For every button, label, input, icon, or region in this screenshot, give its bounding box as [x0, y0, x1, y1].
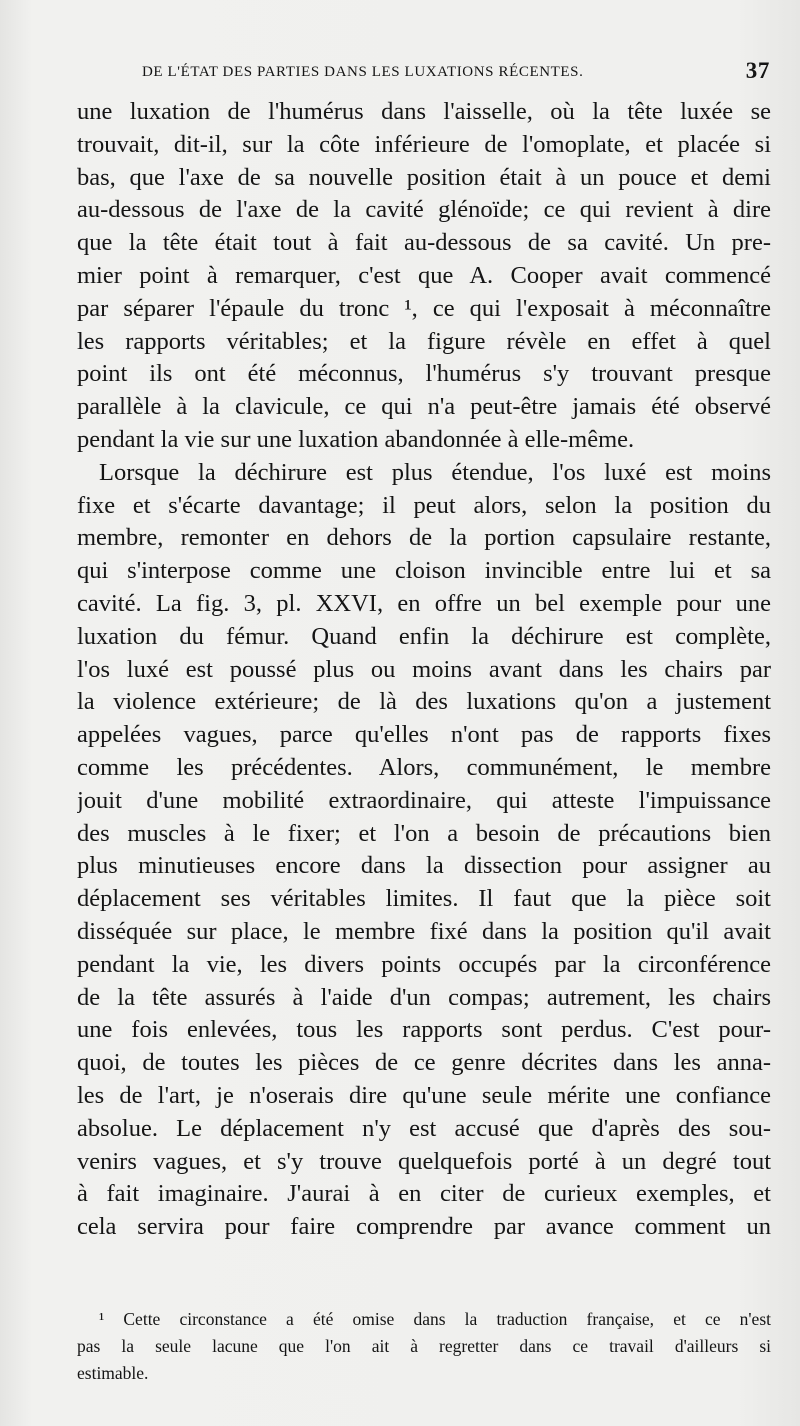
page-number: 37 — [745, 58, 770, 83]
body-line: comme les précédentes. Alors, communément, le membre — [77, 753, 771, 781]
body-line: luxation du fémur. Quand enfin la déchirure est complète, — [77, 622, 771, 650]
body-line: plus minutieuses encore dans la dissection pour assigner au — [77, 852, 771, 880]
body-line: les de l'art, je n'oserais dire qu'une seule mérite une confiance — [77, 1081, 771, 1109]
body-line: cela servira pour faire comprendre par avance comment un — [77, 1213, 771, 1241]
running-header — [142, 60, 770, 86]
footnote-line: pas la seule lacune que l'on ait à regretter dans ce travail d'ailleurs si — [77, 1336, 771, 1356]
footnote-line: estimable. — [77, 1363, 149, 1383]
body-line: pendant la vie sur une luxation abandonnée à elle-même. — [77, 425, 635, 453]
body-line: une luxation de l'humérus dans l'aisselle, où la tête luxée se — [77, 98, 771, 125]
body-line: absolue. Le déplacement n'y est accusé que d'après des sou- — [77, 1114, 771, 1142]
body-line: au-dessous de l'axe de la cavité glénoïde; ce qui revient à dire — [77, 196, 771, 224]
body-line: bas, que l'axe de sa nouvelle position était à un pouce et demi — [77, 163, 771, 191]
body-line: à fait imaginaire. J'aurai à en citer de curieux exemples, et — [77, 1180, 771, 1208]
body-line: Lorsque la déchirure est plus étendue, l'os luxé est moins — [99, 458, 771, 486]
body-line: que la tête était tout à fait au-dessous de sa cavité. Un pre- — [77, 229, 771, 257]
body-line: point ils ont été méconnus, l'humérus s'y trouvant presque — [77, 360, 771, 388]
body-line: déplacement ses véritables limites. Il faut que la pièce soit — [77, 885, 771, 913]
body-line: appelées vagues, parce qu'elles n'ont pas de rapports fixes — [77, 721, 771, 749]
body-text — [77, 96, 771, 1244]
body-line: venirs vagues, et s'y trouve quelquefois porté à un degré tout — [77, 1147, 771, 1175]
body-line: par séparer l'épaule du tronc ¹, ce qui l'exposait à méconnaître — [77, 294, 771, 322]
body-line: mier point à remarquer, c'est que A. Cooper avait commencé — [77, 261, 771, 289]
body-line: parallèle à la clavicule, ce qui n'a peut-être jamais été observé — [77, 393, 771, 421]
body-line: des muscles à le fixer; et l'on a besoin de précautions bien — [77, 819, 771, 847]
body-line: les rapports véritables; et la figure révèle en effet à quel — [77, 327, 771, 355]
body-line: l'os luxé est poussé plus ou moins avant dans les chairs par — [77, 655, 771, 683]
body-line: qui s'interpose comme une cloison invincible entre lui et sa — [77, 557, 771, 585]
body-line: membre, remonter en dehors de la portion capsulaire restante, — [77, 524, 771, 552]
footnote-line: ¹ Cette circonstance a été omise dans la traduction française, et ce n'est — [99, 1309, 771, 1329]
running-title: DE L'ÉTAT DES PARTIES DANS LES LUXATIONS RÉCENTES. — [142, 64, 584, 80]
body-line: cavité. La fig. 3, pl. XXVI, en offre un bel exemple pour une — [77, 589, 771, 617]
body-line: disséquée sur place, le membre fixé dans la position qu'il avait — [77, 917, 771, 945]
body-line: la violence extérieure; de là des luxations qu'on a justement — [77, 688, 771, 716]
body-line: quoi, de toutes les pièces de ce genre décrites dans les anna- — [77, 1049, 771, 1077]
body-line: une fois enlevées, tous les rapports sont perdus. C'est pour- — [77, 1016, 771, 1044]
footnote — [77, 1306, 771, 1387]
body-line: jouit d'une mobilité extraordinaire, qui atteste l'impuissance — [77, 786, 771, 814]
body-line: fixe et s'écarte davantage; il peut alors, selon la position du — [77, 491, 771, 519]
body-line: de la tête assurés à l'aide d'un compas; autrement, les chairs — [77, 983, 771, 1011]
body-line: pendant la vie, les divers points occupés par la circonférence — [77, 950, 771, 978]
body-line: trouvait, dit-il, sur la côte inférieure de l'omoplate, et placée si — [77, 130, 771, 158]
